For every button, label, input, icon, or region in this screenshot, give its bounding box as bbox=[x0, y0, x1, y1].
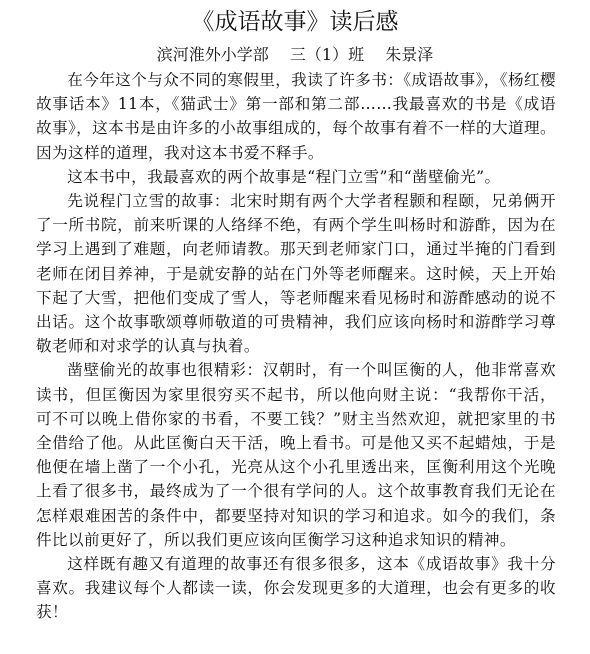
essay-body bbox=[36, 68, 556, 625]
paragraph: 在今年这个与众不同的寒假里，我读了许多书：《成语故事》，《杨红樱故事话本》11本，《猫武士》第一部和第二部……我最喜欢的书是《成语故事》，这本书是由许多的小故事组成的，每个故事有着不一样的大道理。因为这样的道理，我对这本书爱不释手。 bbox=[36, 71, 556, 162]
author-byline bbox=[0, 43, 590, 67]
class-name: 三（1）班 bbox=[289, 45, 365, 64]
paragraph: 凿壁偷光的故事也很精彩：汉朝时，有一个叫匡衡的人，他非常喜欢读书，但匡衡因为家里很穷买不起书，所以他向财主说：“我帮你干活，可不可以晚上借你家的书看，不要工钱？”财主当然欢迎，就把家里的书全借给了他。从此匡衡白天干活，晚上看书。可是他又买不起蜡烛，于是他便在墙上凿了一个小孔，光亮从这个小孔里透出来，匡衡利用这个光晚上看了很多书，最终成为了一个很有学问的人。这个故事教育我们无论在怎样艰难困苦的条件中，都要坚持对知识的学习和追求。如今的我们，条件比以前更好了，所以我们更应该向匡衡学习这种追求知识的精神。 bbox=[36, 361, 556, 549]
paragraph: 先说程门立雪的故事：北宋时期有两个大学者程颢和程颐，兄弟俩开了一所书院，前来听课的人络绎不绝，有两个学生叫杨时和游酢，因为在学习上遇到了难题，向老师请教。那天到老师家门口，通过半掩的门看到老师在闭目养神，于是就安静的站在门外等老师醒来。这时候，天上开始下起了大雪，把他们变成了雪人，等老师醒来看见杨时和游酢感动的说不出话。这个故事歌颂尊师敬道的可贵精神，我们应该向杨时和游酢学习尊敬老师和对求学的认真与执着。 bbox=[36, 192, 556, 356]
paragraph: 这样既有趣又有道理的故事还有很多很多，这本《成语故事》我十分喜欢。我建议每个人都读一读，你会发现更多的大道理，也会有更多的收获！ bbox=[36, 555, 556, 622]
document-title: 《成语故事》读后感 bbox=[191, 9, 399, 35]
paragraph: 这本书中，我最喜欢的两个故事是“程门立雪”和“凿壁偷光”。 bbox=[67, 167, 501, 186]
school-name: 滨河淮外小学部 bbox=[156, 45, 269, 64]
author-name: 朱景泽 bbox=[385, 45, 434, 64]
